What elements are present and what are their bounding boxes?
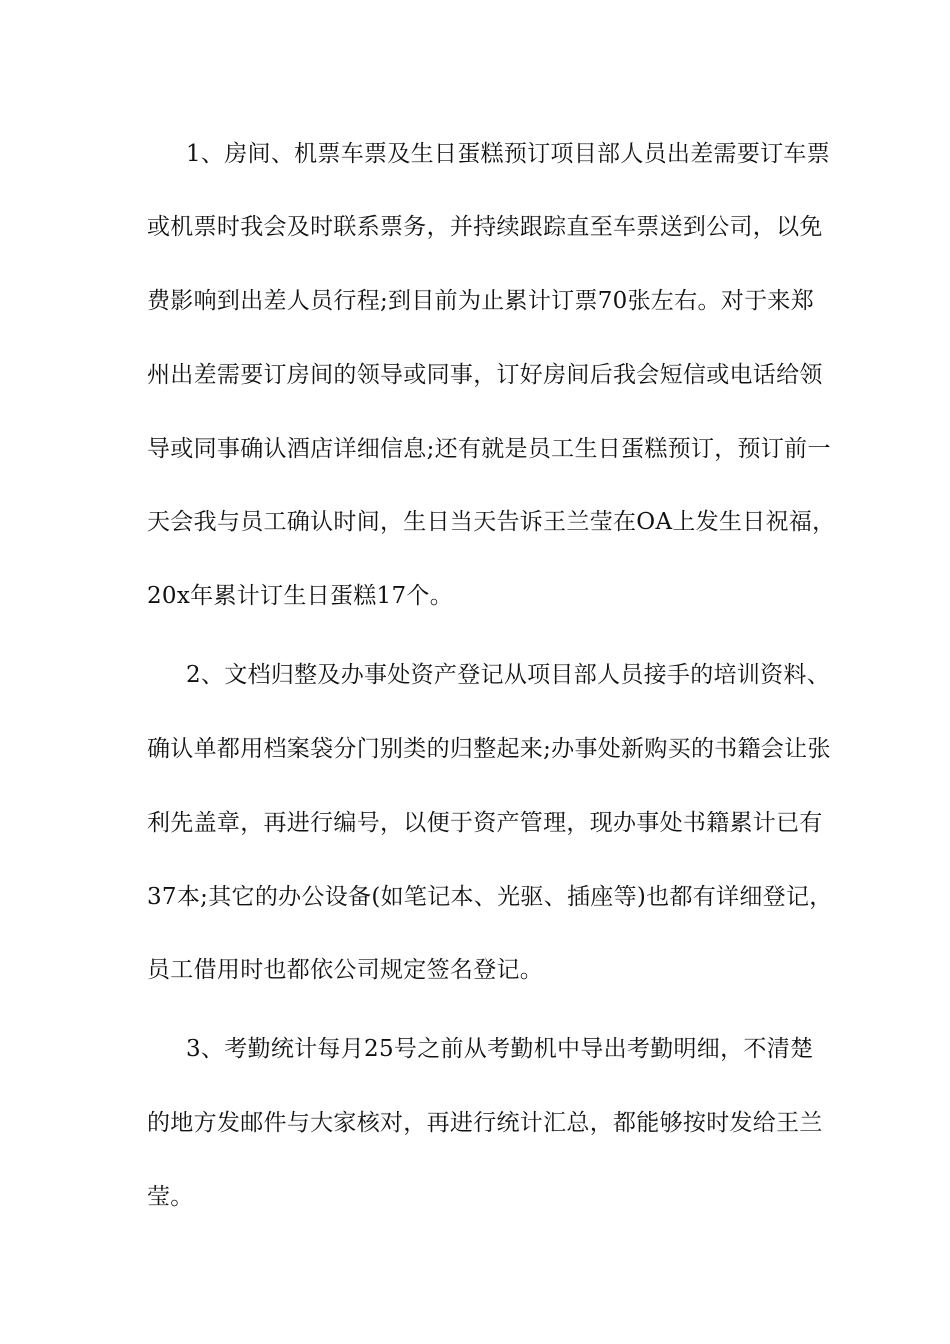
paragraph-line: 3、考勤统计每月25号之前从考勤机中导出考勤明细，不清楚 [186, 1036, 814, 1062]
paragraph-line: 或机票时我会及时联系票务，并持续跟踪直至车票送到公司，以免 [147, 214, 823, 240]
paragraph-line: 确认单都用档案袋分门别类的归整起来;办事处新购买的书籍会让张 [147, 736, 831, 762]
paragraph-line: 州出差需要订房间的领导或同事，订好房间后我会短信或电话给领 [147, 362, 823, 388]
paragraph-line: 费影响到出差人员行程;到目前为止累计订票70张左右。对于来郑 [147, 288, 815, 314]
paragraph-line: 员工借用时也都依公司规定签名登记。 [147, 957, 544, 983]
paragraph-line: 37本;其它的办公设备(如笔记本、光驱、插座等)也都有详细登记， [147, 884, 833, 910]
paragraph-line: 莹。 [147, 1184, 194, 1210]
paragraph-line: 20x年累计订生日蛋糕17个。 [147, 583, 454, 609]
paragraph-line: 天会我与员工确认时间，生日当天告诉王兰莹在OA上发生日祝福， [147, 509, 836, 535]
paragraph-line: 2、文档归整及办事处资产登记从项目部人员接手的培训资料、 [186, 662, 831, 688]
paragraph-line: 导或同事确认酒店详细信息;还有就是员工生日蛋糕预订，预订前一 [147, 436, 831, 462]
paragraph-line: 利先盖章，再进行编号，以便于资产管理，现办事处书籍累计已有 [147, 810, 823, 836]
paragraph-line: 1、房间、机票车票及生日蛋糕预订项目部人员出差需要订车票 [186, 141, 831, 167]
paragraph-line: 的地方发邮件与大家核对，再进行统计汇总，都能够按时发给王兰 [147, 1110, 823, 1136]
